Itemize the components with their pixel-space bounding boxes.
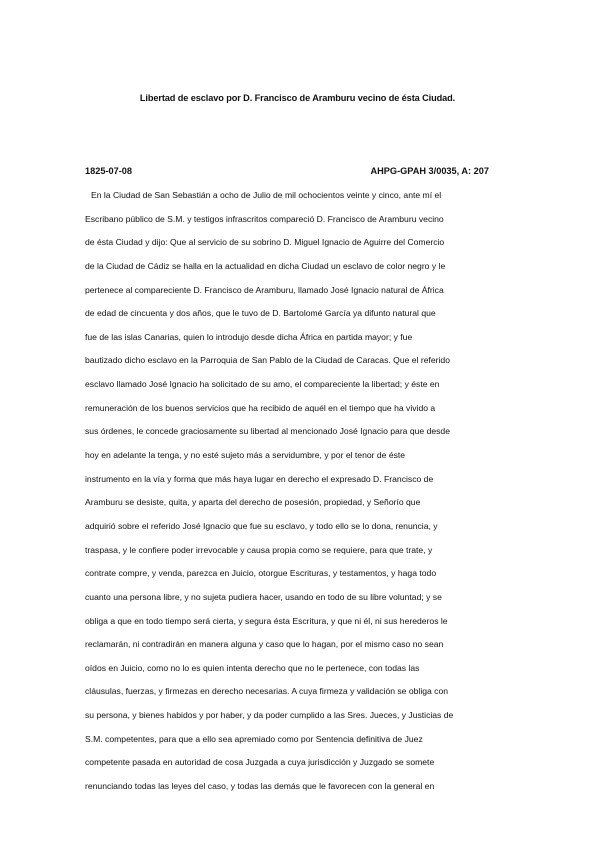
body-line: cláusulas, fuerzas, y firmezas en derecho necesarias. A cuya firmeza y validación se obliga con (85, 686, 449, 697)
archive-reference: AHPG-GPAH 3/0035, A: 207 (370, 166, 489, 176)
body-line: En la Ciudad de San Sebastián a ocho de Julio de mil ochocientos veinte y cinco, ante mí el (91, 190, 442, 200)
body-line: competente pasada en autoridad de cosa Juzgada a cuya jurisdicción y Juzgado se somete (85, 757, 435, 768)
body-line: Escribano público de S.M. y testigos infrascritos compareció D. Francisco de Aramburu vecino (85, 213, 444, 224)
body-line: de edad de cincuenta y dos años, que le tuvo de D. Bartolomé García ya difunto natural que (85, 308, 436, 319)
body-line: bautizado dicho esclavo en la Parroquia de San Pablo de la Ciudad de Caracas. Que el referido (85, 355, 450, 366)
body-line: de ésta Ciudad y dijo: Que al servicio de su sobrino D. Miguel Ignacio de Aguirre del Comercio (85, 237, 445, 248)
body-line: remuneración de los buenos servicios que ha recibido de aquél en el tiempo que ha vivido a (85, 402, 436, 413)
body-line: oídos en Juicio, como no lo es quien intenta derecho que no le pertenece, con todas las (85, 662, 420, 673)
body-line: de la Ciudad de Cádiz se halla en la actualidad en dicha Ciudad un esclavo de color negro y le (85, 260, 446, 271)
body-line: hoy en adelante la tenga, y no esté sujeto más a servidumbre, y por el tenor de éste (85, 450, 406, 461)
body-line: esclavo llamado José Ignacio ha solicitado de su amo, el compareciente la libertad; y éste en (85, 379, 440, 390)
document-title: Libertad de esclavo por D. Francisco de Aramburu vecino de ésta Ciudad. (139, 93, 456, 103)
body-line: fue de las islas Canarias, quien lo introdujo desde dicha África en partida mayor; y fue (85, 331, 413, 342)
body-line: instrumento en la vía y forma que más haya lugar en derecho el expresado D. Francisco de (85, 473, 434, 484)
body-line: contrate compre, y venda, parezca en Juicio, otorgue Escrituras, y testamentos, y haga todo (85, 568, 437, 579)
body-line: sus órdenes, le concede graciosamente su libertad al mencionado José Ignacio para que desde (85, 426, 450, 437)
document-body (85, 184, 505, 799)
body-line: renunciando todas las leyes del caso, y todas las demás que le favorecen con la general en (85, 781, 435, 792)
body-line: pertenece al compareciente D. Francisco de Aramburu, llamado José Ignacio natural de África (85, 284, 444, 295)
body-line: su persona, y bienes habidos y por haber, y da poder cumplido a las Sres. Jueces, y Justicias de (85, 710, 454, 721)
body-line: cuanto una persona libre, y no sujeta pudiera hacer, usando en todo de su libre voluntad; y se (85, 591, 442, 602)
body-line: obliga a que en todo tiempo será cierta, y segura ésta Escritura, y que ni él, ni sus herederos le (85, 615, 448, 626)
body-line: reclamarán, ni contradirán en manera alguna y caso que lo hagan, por el mismo caso no sean (85, 639, 444, 650)
body-line: traspasa, y le confiere poder irrevocable y causa propia como se requiere, para que trate, y (85, 544, 433, 555)
body-line: adquirió sobre el referido José Ignacio que fue su esclavo, y todo ello se lo dona, renuncia, y (85, 520, 438, 531)
body-line: S.M. competentes, para que a ello sea apremiado como por Sentencia definitiva de Juez (85, 733, 423, 744)
document-date: 1825-07-08 (85, 166, 132, 176)
body-line: Aramburu se desiste, quita, y aparta del derecho de posesión, propiedad, y Señorío que (85, 497, 421, 508)
